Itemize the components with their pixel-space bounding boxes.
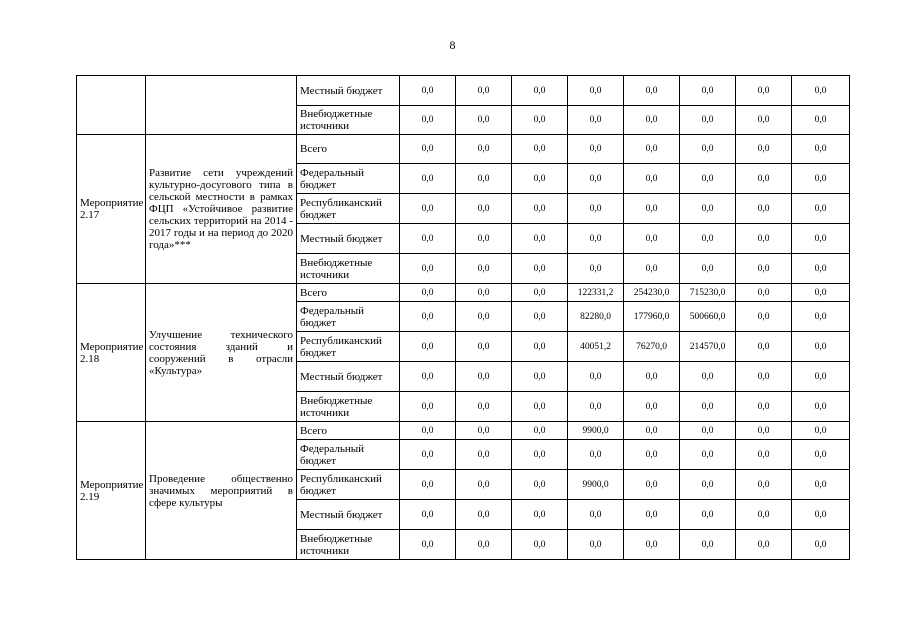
value-cell: 0,0 [736, 254, 792, 284]
value-cell: 0,0 [456, 76, 512, 106]
funding-source: Всего [297, 135, 400, 164]
value-cell: 40051,2 [568, 332, 624, 362]
funding-source: Всего [297, 422, 400, 440]
value-cell: 0,0 [624, 254, 680, 284]
value-cell: 0,0 [736, 302, 792, 332]
value-cell: 0,0 [624, 362, 680, 392]
value-cell: 0,0 [792, 76, 850, 106]
value-cell: 0,0 [792, 164, 850, 194]
value-cell: 0,0 [624, 500, 680, 530]
value-cell: 0,0 [400, 422, 456, 440]
value-cell: 0,0 [624, 106, 680, 135]
value-cell: 0,0 [400, 224, 456, 254]
value-cell: 0,0 [568, 76, 624, 106]
value-cell: 0,0 [736, 135, 792, 164]
value-cell: 0,0 [792, 284, 850, 302]
value-cell: 0,0 [792, 500, 850, 530]
value-cell: 0,0 [680, 224, 736, 254]
value-cell: 0,0 [792, 332, 850, 362]
value-cell: 0,0 [624, 422, 680, 440]
value-cell: 0,0 [624, 530, 680, 560]
value-cell: 0,0 [456, 164, 512, 194]
value-cell: 0,0 [624, 194, 680, 224]
value-cell: 0,0 [456, 302, 512, 332]
measure-id: Мероприятие 2.19 [77, 422, 146, 560]
value-cell: 0,0 [792, 302, 850, 332]
value-cell: 0,0 [680, 500, 736, 530]
value-cell: 0,0 [512, 332, 568, 362]
value-cell: 0,0 [680, 76, 736, 106]
value-cell: 0,0 [512, 470, 568, 500]
value-cell: 0,0 [680, 530, 736, 560]
value-cell: 0,0 [456, 106, 512, 135]
value-cell: 0,0 [792, 440, 850, 470]
funding-source: Местный бюджет [297, 500, 400, 530]
value-cell: 0,0 [512, 194, 568, 224]
funding-source: Внебюджетные источники [297, 392, 400, 422]
value-cell: 0,0 [736, 194, 792, 224]
value-cell: 0,0 [512, 224, 568, 254]
value-cell: 0,0 [400, 302, 456, 332]
value-cell: 0,0 [624, 76, 680, 106]
value-cell: 0,0 [512, 530, 568, 560]
value-cell: 0,0 [512, 422, 568, 440]
value-cell: 0,0 [512, 76, 568, 106]
value-cell: 0,0 [792, 422, 850, 440]
value-cell: 0,0 [680, 164, 736, 194]
measure-name: Развитие сети учреждений культурно-досугового типа в сельской местности в рамках ФЦП «Устойчивое развитие сельских территорий на 2014 - 2017 годы и на период до 2020 года»*** [146, 135, 297, 284]
value-cell: 0,0 [680, 362, 736, 392]
value-cell: 0,0 [736, 76, 792, 106]
funding-source: Местный бюджет [297, 224, 400, 254]
value-cell: 0,0 [400, 76, 456, 106]
funding-source: Республиканский бюджет [297, 332, 400, 362]
value-cell: 0,0 [624, 135, 680, 164]
value-cell: 0,0 [456, 254, 512, 284]
measure-id [77, 76, 146, 135]
value-cell: 0,0 [736, 362, 792, 392]
value-cell: 0,0 [792, 254, 850, 284]
value-cell: 9900,0 [568, 422, 624, 440]
value-cell: 0,0 [568, 135, 624, 164]
value-cell: 0,0 [512, 135, 568, 164]
value-cell: 0,0 [680, 440, 736, 470]
value-cell: 0,0 [568, 194, 624, 224]
value-cell: 76270,0 [624, 332, 680, 362]
table-row [77, 284, 850, 302]
value-cell: 0,0 [456, 284, 512, 302]
value-cell: 0,0 [736, 422, 792, 440]
value-cell: 0,0 [680, 194, 736, 224]
value-cell: 0,0 [512, 106, 568, 135]
value-cell: 0,0 [512, 392, 568, 422]
value-cell: 0,0 [736, 164, 792, 194]
value-cell: 0,0 [736, 332, 792, 362]
value-cell: 0,0 [400, 332, 456, 362]
funding-source: Местный бюджет [297, 362, 400, 392]
budget-table [76, 75, 850, 560]
funding-source: Внебюджетные источники [297, 530, 400, 560]
value-cell: 0,0 [400, 500, 456, 530]
value-cell: 0,0 [736, 440, 792, 470]
value-cell: 0,0 [512, 440, 568, 470]
value-cell: 0,0 [624, 164, 680, 194]
value-cell: 0,0 [456, 135, 512, 164]
value-cell: 0,0 [400, 530, 456, 560]
value-cell: 0,0 [792, 106, 850, 135]
measure-id: Мероприятие 2.17 [77, 135, 146, 284]
value-cell: 0,0 [736, 470, 792, 500]
value-cell: 0,0 [680, 470, 736, 500]
value-cell: 0,0 [568, 440, 624, 470]
value-cell: 500660,0 [680, 302, 736, 332]
table-row [77, 76, 850, 106]
measure-name: Проведение общественно значимых мероприятий в сфере культуры [146, 422, 297, 560]
value-cell: 0,0 [456, 224, 512, 254]
value-cell: 0,0 [456, 392, 512, 422]
value-cell: 715230,0 [680, 284, 736, 302]
value-cell: 0,0 [680, 106, 736, 135]
value-cell: 0,0 [456, 194, 512, 224]
value-cell: 0,0 [792, 392, 850, 422]
value-cell: 0,0 [512, 500, 568, 530]
table-row [77, 135, 850, 164]
funding-source: Федеральный бюджет [297, 302, 400, 332]
value-cell: 82280,0 [568, 302, 624, 332]
value-cell: 0,0 [568, 106, 624, 135]
value-cell: 122331,2 [568, 284, 624, 302]
value-cell: 0,0 [512, 362, 568, 392]
value-cell: 0,0 [736, 224, 792, 254]
value-cell: 0,0 [456, 440, 512, 470]
measure-id: Мероприятие 2.18 [77, 284, 146, 422]
value-cell: 0,0 [456, 422, 512, 440]
value-cell: 0,0 [736, 284, 792, 302]
funding-source: Федеральный бюджет [297, 440, 400, 470]
value-cell: 0,0 [792, 470, 850, 500]
value-cell: 0,0 [568, 254, 624, 284]
funding-source: Внебюджетные источники [297, 106, 400, 135]
value-cell: 214570,0 [680, 332, 736, 362]
value-cell: 0,0 [400, 440, 456, 470]
value-cell: 0,0 [736, 500, 792, 530]
value-cell: 0,0 [568, 530, 624, 560]
value-cell: 0,0 [400, 362, 456, 392]
value-cell: 0,0 [400, 284, 456, 302]
value-cell: 0,0 [736, 106, 792, 135]
value-cell: 0,0 [736, 392, 792, 422]
value-cell: 0,0 [792, 135, 850, 164]
value-cell: 0,0 [624, 470, 680, 500]
table-row [77, 422, 850, 440]
value-cell: 0,0 [680, 135, 736, 164]
value-cell: 0,0 [792, 194, 850, 224]
value-cell: 0,0 [680, 422, 736, 440]
value-cell: 0,0 [624, 392, 680, 422]
value-cell: 0,0 [568, 164, 624, 194]
funding-source: Федеральный бюджет [297, 164, 400, 194]
value-cell: 0,0 [400, 106, 456, 135]
value-cell: 0,0 [400, 254, 456, 284]
value-cell: 0,0 [568, 392, 624, 422]
value-cell: 0,0 [400, 164, 456, 194]
funding-source: Всего [297, 284, 400, 302]
value-cell: 0,0 [680, 254, 736, 284]
value-cell: 0,0 [792, 362, 850, 392]
value-cell: 0,0 [512, 302, 568, 332]
value-cell: 0,0 [512, 254, 568, 284]
value-cell: 0,0 [400, 392, 456, 422]
value-cell: 0,0 [456, 362, 512, 392]
value-cell: 0,0 [568, 362, 624, 392]
value-cell: 254230,0 [624, 284, 680, 302]
funding-source: Местный бюджет [297, 76, 400, 106]
page-number: 8 [449, 38, 456, 52]
value-cell: 9900,0 [568, 470, 624, 500]
value-cell: 0,0 [456, 470, 512, 500]
funding-source: Республиканский бюджет [297, 194, 400, 224]
value-cell: 0,0 [568, 500, 624, 530]
value-cell: 0,0 [400, 470, 456, 500]
value-cell: 0,0 [456, 500, 512, 530]
value-cell: 0,0 [624, 224, 680, 254]
value-cell: 0,0 [792, 530, 850, 560]
measure-name: Улучшение технического состояния зданий и сооружений в отрасли «Культура» [146, 284, 297, 422]
measure-name [146, 76, 297, 135]
funding-source: Республиканский бюджет [297, 470, 400, 500]
value-cell: 0,0 [512, 284, 568, 302]
value-cell: 0,0 [400, 135, 456, 164]
value-cell: 0,0 [456, 332, 512, 362]
funding-source: Внебюджетные источники [297, 254, 400, 284]
value-cell: 0,0 [624, 440, 680, 470]
value-cell: 0,0 [400, 194, 456, 224]
value-cell: 0,0 [736, 530, 792, 560]
value-cell: 0,0 [680, 392, 736, 422]
value-cell: 0,0 [568, 224, 624, 254]
value-cell: 177960,0 [624, 302, 680, 332]
value-cell: 0,0 [512, 164, 568, 194]
value-cell: 0,0 [456, 530, 512, 560]
value-cell: 0,0 [792, 224, 850, 254]
